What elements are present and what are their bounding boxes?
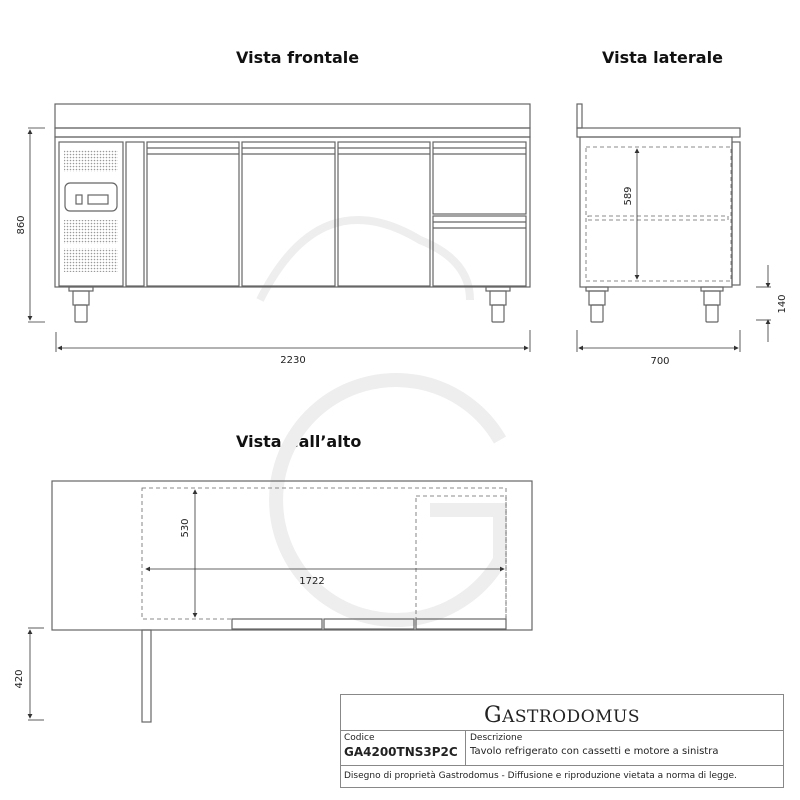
- front-height-dimension: 860: [16, 215, 27, 235]
- description-label: Descrizione: [470, 733, 523, 743]
- side-leg-height-dimension: 140: [777, 294, 788, 314]
- front-width-dimension: 2230: [280, 355, 306, 366]
- description-cell: [466, 731, 783, 765]
- title-block: [340, 694, 784, 788]
- side-inner-height-dimension: 589: [623, 186, 634, 206]
- top-inner-depth-dimension: 530: [180, 518, 191, 538]
- product-description: Tavolo refrigerato con cassetti e motore a sinistra: [470, 746, 719, 757]
- top-view-title: Vista dall’alto: [236, 432, 362, 451]
- front-view-drawing: [55, 104, 530, 322]
- product-code: GA4200TNS3P2C: [344, 745, 458, 759]
- side-view-drawing: [577, 104, 740, 322]
- side-view-title: Vista laterale: [602, 48, 723, 67]
- brand-name: GASTRODOMUS: [483, 703, 641, 728]
- code-label: Codice: [344, 733, 375, 743]
- front-view-title: Vista frontale: [236, 48, 360, 67]
- top-dimensions: [28, 490, 504, 720]
- side-depth-dimension: 700: [650, 356, 670, 367]
- brand-logo: [341, 695, 783, 731]
- top-drawer-extension-dimension: 420: [14, 669, 25, 689]
- copyright-notice: Disegno di proprietà Gastrodomus - Diffusione e riproduzione vietata a norma di legge.: [344, 771, 737, 781]
- side-dimensions: [577, 149, 771, 352]
- code-description-row: [341, 731, 783, 766]
- top-inner-length-dimension: 1722: [299, 576, 325, 587]
- code-cell: [341, 731, 466, 765]
- watermark-logo: [260, 220, 500, 620]
